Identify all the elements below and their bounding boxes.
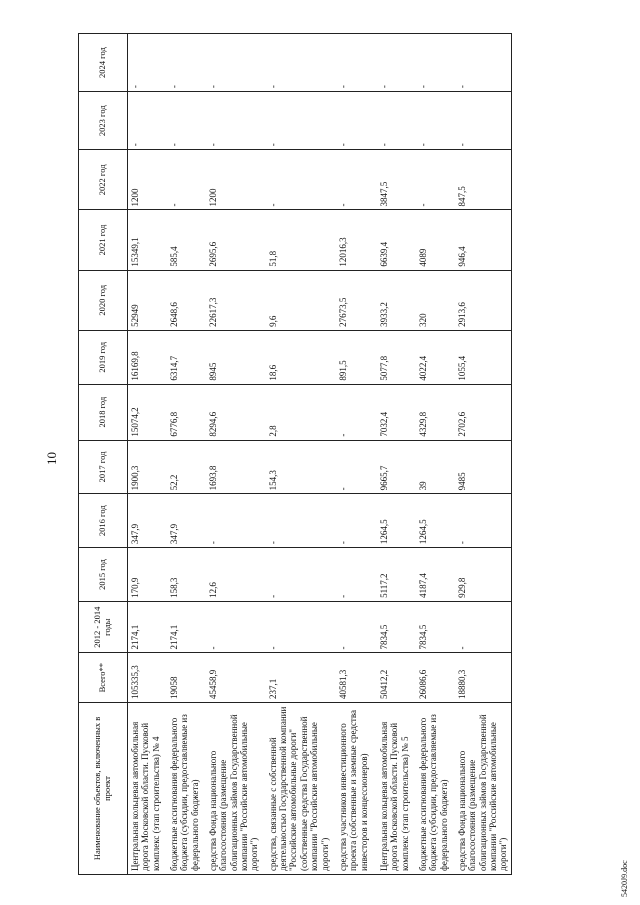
cell-value: 158,3 xyxy=(163,548,202,602)
cell-value: - xyxy=(202,34,262,92)
cell-value: 1200 xyxy=(202,150,262,210)
cell-value: 2695,6 xyxy=(202,210,262,270)
header-row xyxy=(79,34,128,875)
cell-value: - xyxy=(451,601,511,653)
cell-value: 237,1 xyxy=(262,653,332,702)
cell-value: - xyxy=(332,494,371,548)
cell-value: 5117,2 xyxy=(371,548,412,602)
cell-value: 2702,6 xyxy=(451,384,511,440)
row-name: средства Фонда национального благосостояния (размещение облигационных займов Государственной компании "Российские автомобильные дороги") xyxy=(451,702,511,874)
cell-value: 8294,6 xyxy=(202,384,262,440)
cell-value: 347,9 xyxy=(163,494,202,548)
cell-value: 2913,6 xyxy=(451,270,511,330)
cell-value: - xyxy=(412,92,451,150)
cell-value: - xyxy=(332,150,371,210)
cell-value: 170,9 xyxy=(128,548,164,602)
row-name: бюджетные ассигнования федерального бюджета (субсидии, предоставляемые из федерального бюджета) xyxy=(412,702,451,874)
cell-value: 3933,2 xyxy=(371,270,412,330)
col-header: 2016 год xyxy=(79,494,128,548)
col-header: 2017 год xyxy=(79,440,128,494)
cell-value: 18880,3 xyxy=(451,653,511,702)
cell-value: 320 xyxy=(412,270,451,330)
cell-value: 50412,2 xyxy=(371,653,412,702)
cell-value: 347,9 xyxy=(128,494,164,548)
table-row xyxy=(451,34,511,875)
cell-value: 1900,3 xyxy=(128,440,164,494)
cell-value: 5077,8 xyxy=(371,330,412,384)
cell-value: - xyxy=(202,601,262,653)
cell-value: 1200 xyxy=(128,150,164,210)
cell-value: - xyxy=(262,494,332,548)
col-header: 2019 год xyxy=(79,330,128,384)
cell-value: - xyxy=(128,34,164,92)
col-header: 2018 год xyxy=(79,384,128,440)
cell-value: 51,8 xyxy=(262,210,332,270)
cell-value: - xyxy=(451,92,511,150)
col-header: 2024 год xyxy=(79,34,128,92)
cell-value: - xyxy=(262,601,332,653)
cell-value: 16169,8 xyxy=(128,330,164,384)
cell-value: 4089 xyxy=(412,210,451,270)
cell-value: 27673,5 xyxy=(332,270,371,330)
col-header: 2012 - 2014 годы xyxy=(79,601,128,653)
cell-value: - xyxy=(332,34,371,92)
table-body xyxy=(128,34,512,875)
cell-value: 891,5 xyxy=(332,330,371,384)
cell-value: 45458,9 xyxy=(202,653,262,702)
cell-value: - xyxy=(371,92,412,150)
cell-value: 8945 xyxy=(202,330,262,384)
cell-value: 4187,4 xyxy=(412,548,451,602)
row-name: бюджетные ассигнования федерального бюджета (субсидии, предоставляемые из федерального бюджета) xyxy=(163,702,202,874)
cell-value: - xyxy=(332,384,371,440)
cell-value: 1264,5 xyxy=(412,494,451,548)
cell-value: 847,5 xyxy=(451,150,511,210)
table-row xyxy=(163,34,202,875)
table-row xyxy=(202,34,262,875)
col-header: 2015 год xyxy=(79,548,128,602)
row-name: средства участников инвестиционного проекта (собственные и заемные средства инвесторов и концессионеров) xyxy=(332,702,371,874)
cell-value: 18,6 xyxy=(262,330,332,384)
cell-value: 154,3 xyxy=(262,440,332,494)
table-row xyxy=(332,34,371,875)
cell-value: - xyxy=(412,150,451,210)
cell-value: 946,4 xyxy=(451,210,511,270)
page-number: 10 xyxy=(44,452,59,465)
cell-value: - xyxy=(262,150,332,210)
cell-value: - xyxy=(262,34,332,92)
cell-value: 929,8 xyxy=(451,548,511,602)
row-name: средства, связанные с собственной деятельностью Государственной компании "Российские автомобильные дороги" (собственные средства Государственной компании "Российские автомобильные дороги") xyxy=(262,702,332,874)
cell-value: 40581,3 xyxy=(332,653,371,702)
col-header: 2022 год xyxy=(79,150,128,210)
cell-value: - xyxy=(371,34,412,92)
financing-table xyxy=(78,33,512,875)
cell-value: 585,4 xyxy=(163,210,202,270)
cell-value: - xyxy=(202,494,262,548)
cell-value: 9485 xyxy=(451,440,511,494)
table-row xyxy=(262,34,332,875)
cell-value: 2174,1 xyxy=(128,601,164,653)
col-header: 2020 год xyxy=(79,270,128,330)
table-row xyxy=(412,34,451,875)
cell-value: 105335,3 xyxy=(128,653,164,702)
cell-value: - xyxy=(332,601,371,653)
col-header: 2023 год xyxy=(79,92,128,150)
cell-value: 2648,6 xyxy=(163,270,202,330)
cell-value: - xyxy=(128,92,164,150)
cell-value: 9665,7 xyxy=(371,440,412,494)
cell-value: 52,2 xyxy=(163,440,202,494)
cell-value: - xyxy=(412,34,451,92)
cell-value: 15349,1 xyxy=(128,210,164,270)
cell-value: - xyxy=(332,548,371,602)
cell-value: - xyxy=(262,548,332,602)
cell-value: 6639,4 xyxy=(371,210,412,270)
col-header: Наименование объектов, включенных в проект xyxy=(79,702,128,874)
cell-value: 4329,8 xyxy=(412,384,451,440)
cell-value: 7032,4 xyxy=(371,384,412,440)
cell-value: 1693,8 xyxy=(202,440,262,494)
cell-value: - xyxy=(163,34,202,92)
cell-value: - xyxy=(332,92,371,150)
table-row xyxy=(371,34,412,875)
cell-value: 15074,2 xyxy=(128,384,164,440)
cell-value: 26086,6 xyxy=(412,653,451,702)
cell-value: 2,8 xyxy=(262,384,332,440)
cell-value: 7834,5 xyxy=(412,601,451,653)
row-name: Центральная кольцевая автомобильная дорога Московской области. Пусковой комплекс (этап строительства) № 5 xyxy=(371,702,412,874)
cell-value: 12,6 xyxy=(202,548,262,602)
cell-value: 12016,3 xyxy=(332,210,371,270)
row-name: средства Фонда национального благосостояния (размещение облигационных займов Государственной компании "Российские автомобильные дороги") xyxy=(202,702,262,874)
cell-value: - xyxy=(202,92,262,150)
cell-value: 6776,8 xyxy=(163,384,202,440)
footer-filename: 5420J9.doc xyxy=(620,860,629,897)
col-header: Всего** xyxy=(79,653,128,702)
table-row xyxy=(128,34,164,875)
cell-value: 6314,7 xyxy=(163,330,202,384)
cell-value: 9,6 xyxy=(262,270,332,330)
col-header: 2021 год xyxy=(79,210,128,270)
cell-value: 22617,3 xyxy=(202,270,262,330)
cell-value: 1264,5 xyxy=(371,494,412,548)
cell-value: 7834,5 xyxy=(371,601,412,653)
cell-value: - xyxy=(163,92,202,150)
cell-value: - xyxy=(451,494,511,548)
cell-value: 52949 xyxy=(128,270,164,330)
cell-value: 1055,4 xyxy=(451,330,511,384)
cell-value: 2174,1 xyxy=(163,601,202,653)
cell-value: - xyxy=(262,92,332,150)
row-name: Центральная кольцевая автомобильная дорога Московской области. Пусковой комплекс (этап строительства) № 4 xyxy=(128,702,164,874)
cell-value: - xyxy=(163,150,202,210)
cell-value: 19058 xyxy=(163,653,202,702)
cell-value: - xyxy=(451,34,511,92)
cell-value: 4022,4 xyxy=(412,330,451,384)
cell-value: 3847,5 xyxy=(371,150,412,210)
cell-value: - xyxy=(332,440,371,494)
cell-value: 39 xyxy=(412,440,451,494)
